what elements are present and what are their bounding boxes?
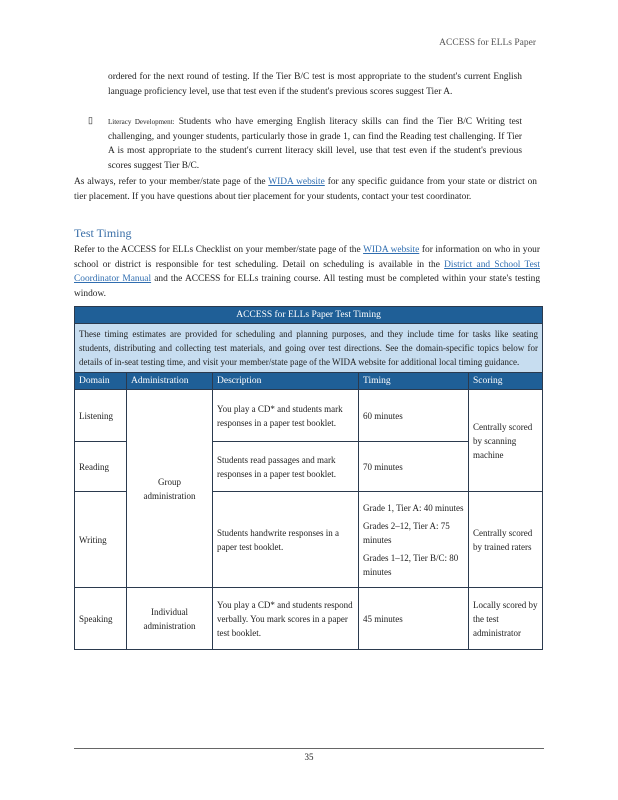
bullet-marker: ▯ (88, 115, 93, 125)
desc-writing: Students handwrite responses in a paper test booklet. (213, 492, 359, 588)
literacy-lead: Literacy Development: (108, 118, 175, 126)
paragraph-test-timing (74, 243, 540, 301)
para4-text-c: and the ACCESS for ELLs training course. All testing must be completed within your state's testing window. (74, 274, 541, 299)
page-number: 35 (304, 752, 314, 762)
timing-reading: 70 minutes (359, 442, 469, 492)
table-row (75, 588, 543, 650)
col-header-domain: Domain (75, 373, 127, 390)
timing-writing-grade1: Grade 1, Tier A: 40 minutes (363, 502, 464, 513)
col-header-scoring: Scoring (469, 373, 543, 390)
para3-text-a: As always, refer to your member/state page of the (74, 177, 266, 187)
desc-listening: You play a CD* and students mark responses in a paper test booklet. (213, 390, 359, 442)
group-administration: Group administration (127, 390, 213, 588)
desc-speaking: You play a CD* and students respond verbally. You mark scores in a paper test booklet. (213, 588, 359, 650)
timing-listening: 60 minutes (359, 390, 469, 442)
wida-website-link-2[interactable]: WIDA website (363, 245, 420, 255)
table-row (75, 390, 543, 442)
paragraph-literacy-development (108, 115, 522, 173)
para3-text-b: for any specific guidance from your state or district on tier placement. If you have questions about tier placement for your students, contact your test coordinator. (74, 177, 537, 202)
footer-rule (74, 748, 544, 749)
section-title: Test Timing (74, 226, 132, 240)
timing-speaking: 45 minutes (359, 588, 469, 650)
coordinator-manual-link[interactable]: District and School Test Coordinator Manual (74, 259, 540, 284)
domain-speaking: Speaking (75, 588, 127, 650)
paragraph-as-always (74, 175, 537, 204)
running-header: ACCESS for ELLs Paper (439, 38, 536, 48)
scoring-machine: Centrally scored by scanning machine (469, 390, 543, 492)
desc-reading: Students read passages and mark responses in a paper test booklet. (213, 442, 359, 492)
scoring-writing: Centrally scored by trained raters (469, 492, 543, 588)
para4-text-a: Refer to the ACCESS for ELLs Checklist on your member/state page of the (74, 245, 361, 255)
scoring-speaking: Locally scored by the test administrator (469, 588, 543, 650)
timing-writing (359, 492, 469, 588)
paragraph-tier-placement: ordered for the next round of testing. If the Tier B/C test is most appropriate to the student's current English language proficiency level, use that test even if the student's previous scores suggest Tier A. (108, 72, 522, 97)
timing-table (74, 306, 543, 650)
table-title: ACCESS for ELLs Paper Test Timing (75, 307, 543, 324)
timing-writing-tierbc: Grades 1–12, Tier B/C: 80 minutes (363, 552, 459, 577)
wida-website-link[interactable]: WIDA website (268, 177, 325, 187)
individual-administration: Individual administration (127, 588, 213, 650)
domain-writing: Writing (75, 492, 127, 588)
domain-listening: Listening (75, 390, 127, 442)
literacy-text: Students who have emerging English literacy skills can find the Tier B/C Writing test challenging, and younger students, particularly those in grade 1, can find the Reading test challenging. If Tier A is most appropriate to the student's current literacy skill level, use that test even if the student's previous scores suggest Tier B/C. (108, 117, 522, 171)
para4-text-b: for information on who in your school or district is responsible for test scheduling. Detail on scheduling is available in the (74, 245, 540, 270)
timing-writing-grades2-12: Grades 2–12, Tier A: 75 minutes (363, 520, 450, 545)
table-note: These timing estimates are provided for scheduling and planning purposes, and they include time for tasks like seating students, distributing and collecting test materials, and going over test directions. See the domain-specific topics below for details of in-seat testing time, and visit your member/state page of the WIDA website for additional local timing guidance. (75, 324, 543, 373)
col-header-administration: Administration (127, 373, 213, 390)
col-header-timing: Timing (359, 373, 469, 390)
col-header-description: Description (213, 373, 359, 390)
domain-reading: Reading (75, 442, 127, 492)
